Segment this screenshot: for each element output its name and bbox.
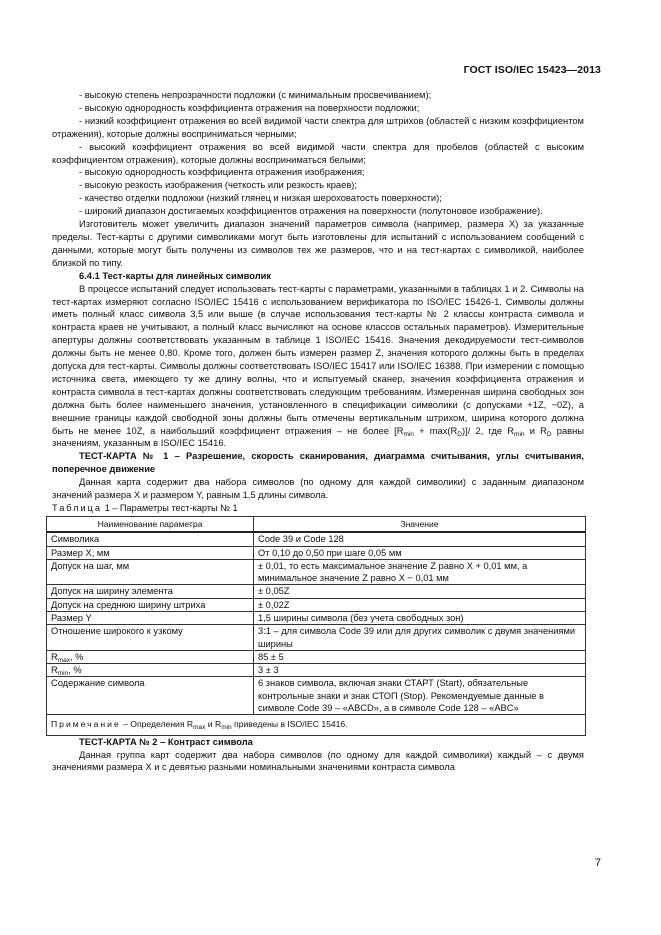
list-item: - низкий коэффициент отражения во всей видимой части спектра для штрихов (областей с низким коэффициентом отражения), которые должны восприниматься черными;: [52, 115, 584, 139]
list-item: - высокую однородность коэффициента отражения на поверхности подложки;: [79, 102, 420, 113]
table-row: [47, 585, 586, 598]
table-row: [47, 650, 586, 663]
page-content: [52, 89, 584, 774]
table-row: [47, 559, 586, 585]
table-caption: Таблица 1 – Параметры тест-карты № 1: [52, 503, 238, 513]
list-item: - высокую резкость изображения (четкость или резкость краев);: [79, 180, 357, 191]
table-row: [47, 598, 586, 611]
parameter-cell: Размер Y: [47, 611, 254, 624]
value-cell: ± 0,02Z: [254, 598, 586, 611]
parameter-cell: Размер X, мм: [47, 546, 254, 559]
parameter-cell: Отношение широкого к узкому: [47, 625, 254, 651]
parameter-cell: Символика: [47, 532, 254, 546]
test-card-1-title: ТЕСТ-КАРТА № 1 – Разрешение, скорость сканирования, диаграмма считывания, углы считывания, поперечное движение: [52, 451, 584, 475]
table-note: Примечание – Определения $R_{max}$ и $R_{min}$ приведены в ISO/IEC 15416.: [47, 715, 586, 735]
paragraph-test-card-1: Данная карта содержит два набора символов (по одному для каждой символики) с заданным диапазоном значений размера X и размером Y, равным 1,5 длины символа.: [52, 477, 584, 501]
column-header-parameter: Наименование параметра: [47, 516, 254, 532]
value-cell: 6 знаков символа, включая знаки СТАРТ (Start), обязательные контрольные знаки и знак СТОП (Stop). Рекомендуемые данные в символе Code 39 – «ABCD», а в символе Code 128 – «ABC»: [254, 677, 586, 715]
parameter-cell: $R_{min}$, %: [47, 664, 254, 677]
table-row: [47, 664, 586, 677]
section-heading-6-4-1: 6.4.1 Тест-карты для линейных символик: [79, 270, 272, 281]
test-card-2-title: ТЕСТ-КАРТА № 2 – Контраст символа: [79, 736, 253, 747]
paragraph-manufacturer: Изготовитель может увеличить диапазон значений параметров символа (например, размера X) за указанные пределы. Тест-карты с другими символиками могут быть изготовлены для испытаний с использованием сообщений с данными, которые могут быть получены из символов тех же размеров, что и на тест-картах с символикой, наиболее близкой по типу.: [52, 219, 584, 268]
table-row: [47, 611, 586, 624]
paragraph-test-card-2: Данная группа карт содержит два набора символов (по одному для каждой символики) каждый – с двумя значениями размера X и с девятью разными номинальными значениями контраста символа: [52, 749, 584, 773]
list-item: - высокую степень непрозрачности подложки (с минимальным просвечиванием);: [79, 90, 432, 100]
page-number: 7: [594, 857, 601, 869]
value-cell: 1,5 ширины символа (без учета свободных зон): [254, 611, 586, 624]
value-cell: 3:1 – для символа Code 39 или для других символик с двумя значениями ширины: [254, 625, 586, 651]
value-cell: 85 ± 5: [254, 650, 586, 663]
document-header: ГОСТ ISO/IEC 15423—2013: [463, 64, 601, 76]
table-header-row: [47, 516, 586, 532]
parameter-cell: Допуск на шаг, мм: [47, 559, 254, 585]
table-row: [47, 625, 586, 651]
value-cell: Code 39 и Code 128: [254, 532, 586, 546]
value-cell: 3 ± 3: [254, 664, 586, 677]
value-cell: ± 0,05Z: [254, 585, 586, 598]
table-row: [47, 546, 586, 559]
parameter-cell: Допуск на среднюю ширину штриха: [47, 598, 254, 611]
table-row: [47, 532, 586, 546]
value-cell: От 0,10 до 0,50 при шаге 0,05 мм: [254, 546, 586, 559]
parameter-cell: Допуск на ширину элемента: [47, 585, 254, 598]
list-item: - высокую однородность коэффициента отражения изображения;: [79, 167, 365, 178]
parameter-cell: Содержание символа: [47, 677, 254, 715]
table-row: [47, 677, 586, 715]
table-note-row: [47, 715, 586, 735]
list-item: - широкий диапазон достигаемых коэффициентов отражения на поверхности (полутоновое изображение).: [79, 206, 543, 217]
list-item: - качество отделки подложки (низкий глянец и низкая шероховатость поверхности);: [79, 193, 442, 204]
column-header-value: Значение: [254, 516, 586, 532]
paragraph-6-4-1: В процессе испытаний следует использовать тест-карты с параметрами, указанными в таблицах 1 и 2. Символы на тест-картах измеряют согласно ISO/IEC 15416 с использованием верификатора по ISO/IEC 15426-1. Символы должны иметь полный класс символа 3,5 или выше (в случае использования тест-карты № 2 классы контраста символа и контраста краев не учитывают, а полный класс вычисляют на основе классов остальных параметров). Измерительные апертуры должны соответствовать указанным в таблице 1 ISO/IEC 15416. Значения декодируемости тест-символов должны быть не менее 0,80. Кроме того, должен быть измерен размер Z, значения которого должны быть в пределах допуска для тест-карты. Символы должны соответствовать ISO/IEC 15417 или ISO/IEC 16388. При измерении с помощью источника света, имеющего ту же длину волны, что и испытуемый сканер, значения коэффициента отражения и контраста символа в тест-картах должны соответствовать следующим требованиям. Измеренная ширина свободных зон должна быть более наименьшего значения, установленного в спецификации символики (с допусками +1Z, −0Z), а внешние границы каждой свободной зоны должны быть отмечены вертикальным штрихом, ширина которого должна быть не менее 10Z, а наибольший коэффициент отражения – не более $[R_{min} + \max(R_D)]/$ 2, где $R_{min}$ и $R_D$ равны значениям, указанным в ISO/IEC 15416.: [52, 283, 584, 449]
list-item: - высокий коэффициент отражения во всей видимой части спектра для пробелов (областей с высоким коэффициентом отражения), которые должны восприниматься белыми;: [52, 141, 584, 165]
value-cell: ± 0,01, то есть максимальное значение Z равно X + 0,01 мм, а минимальное значение Z равно X − 0,01 мм: [254, 559, 586, 585]
parameters-table: [46, 516, 586, 736]
parameter-cell: $R_{max}$, %: [47, 650, 254, 663]
